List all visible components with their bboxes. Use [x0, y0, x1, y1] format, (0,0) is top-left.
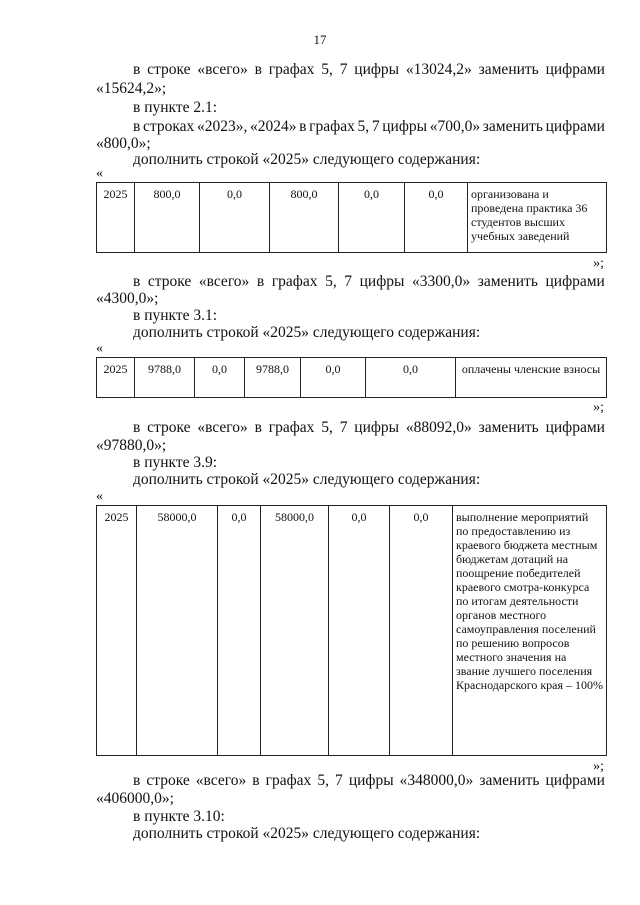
insertion-table: [96, 357, 607, 398]
supplement-instruction: дополнить строкой «2025» следующего содержания:: [133, 825, 481, 842]
value-cell: 0,0: [301, 358, 366, 398]
description-cell: организована и проведена практика 36 студентов высших учебных заведений: [468, 183, 607, 253]
value-cell: 0,0: [366, 358, 456, 398]
insertion-table: [96, 505, 607, 756]
closing-quote: »;: [593, 256, 604, 271]
value-cell: 0,0: [200, 183, 270, 253]
page-number: 17: [313, 32, 327, 47]
value-cell: 800,0: [270, 183, 339, 253]
opening-quote: «: [96, 341, 103, 356]
value-cell: 800,0: [135, 183, 200, 253]
amendment-line-continuation: «4300,0»;: [96, 290, 159, 307]
amendment-line-continuation: «15624,2»;: [96, 80, 167, 97]
point-heading: в пункте 2.1:: [133, 99, 218, 116]
value-cell: 9788,0: [245, 358, 301, 398]
point-heading: в пункте 3.1:: [133, 307, 218, 324]
value-cell: 0,0: [329, 506, 390, 756]
opening-quote: «: [96, 489, 103, 504]
year-cell: 2025: [97, 183, 135, 253]
value-cell: 0,0: [339, 183, 405, 253]
description-cell: выполнение мероприятий по предоставлению из краевого бюджета местным бюджетам дотаций на поощрение победителей краевого смотра-конкурса по итогам деятельности органов местного самоуправления поселений по решению вопросов местного значения на звание лучшего поселения Краснодарского края – 100%: [453, 506, 607, 756]
value-cell: 0,0: [218, 506, 261, 756]
value-cell: 0,0: [405, 183, 468, 253]
table-row: [97, 506, 607, 756]
value-cell: 58000,0: [261, 506, 329, 756]
value-cell: 0,0: [195, 358, 245, 398]
amendment-line-continuation: «800,0»;: [96, 135, 151, 152]
point-heading: в пункте 3.9:: [133, 454, 218, 471]
amendment-line: в строке «всего» в графах 5, 7 цифры «348000,0» заменить цифрами: [133, 772, 605, 789]
description-cell: оплачены членские взносы: [456, 358, 607, 398]
value-cell: 0,0: [390, 506, 453, 756]
closing-quote: »;: [593, 400, 604, 415]
supplement-instruction: дополнить строкой «2025» следующего содержания:: [133, 324, 481, 341]
point-heading: в пункте 3.10:: [133, 808, 225, 825]
year-cell: 2025: [97, 506, 137, 756]
supplement-instruction: дополнить строкой «2025» следующего содержания:: [133, 151, 481, 168]
amendment-line: в строке «всего» в графах 5, 7 цифры «13024,2» заменить цифрами: [133, 61, 605, 78]
value-cell: 58000,0: [137, 506, 218, 756]
opening-quote: «: [96, 166, 103, 181]
insertion-table: [96, 182, 607, 253]
amendment-line: в строке «всего» в графах 5, 7 цифры «3300,0» заменить цифрами: [133, 273, 605, 290]
closing-quote: »;: [593, 759, 604, 774]
amendment-line-continuation: «97880,0»;: [96, 437, 167, 454]
table-row: [97, 183, 607, 253]
value-cell: 9788,0: [135, 358, 195, 398]
year-cell: 2025: [97, 358, 135, 398]
amendment-line: в строках «2023», «2024» в графах 5, 7 цифры «700,0» заменить цифрами: [133, 118, 605, 135]
amendment-line-continuation: «406000,0»;: [96, 790, 174, 807]
supplement-instruction: дополнить строкой «2025» следующего содержания:: [133, 471, 481, 488]
table-row: [97, 358, 607, 398]
amendment-line: в строке «всего» в графах 5, 7 цифры «88092,0» заменить цифрами: [133, 419, 605, 436]
